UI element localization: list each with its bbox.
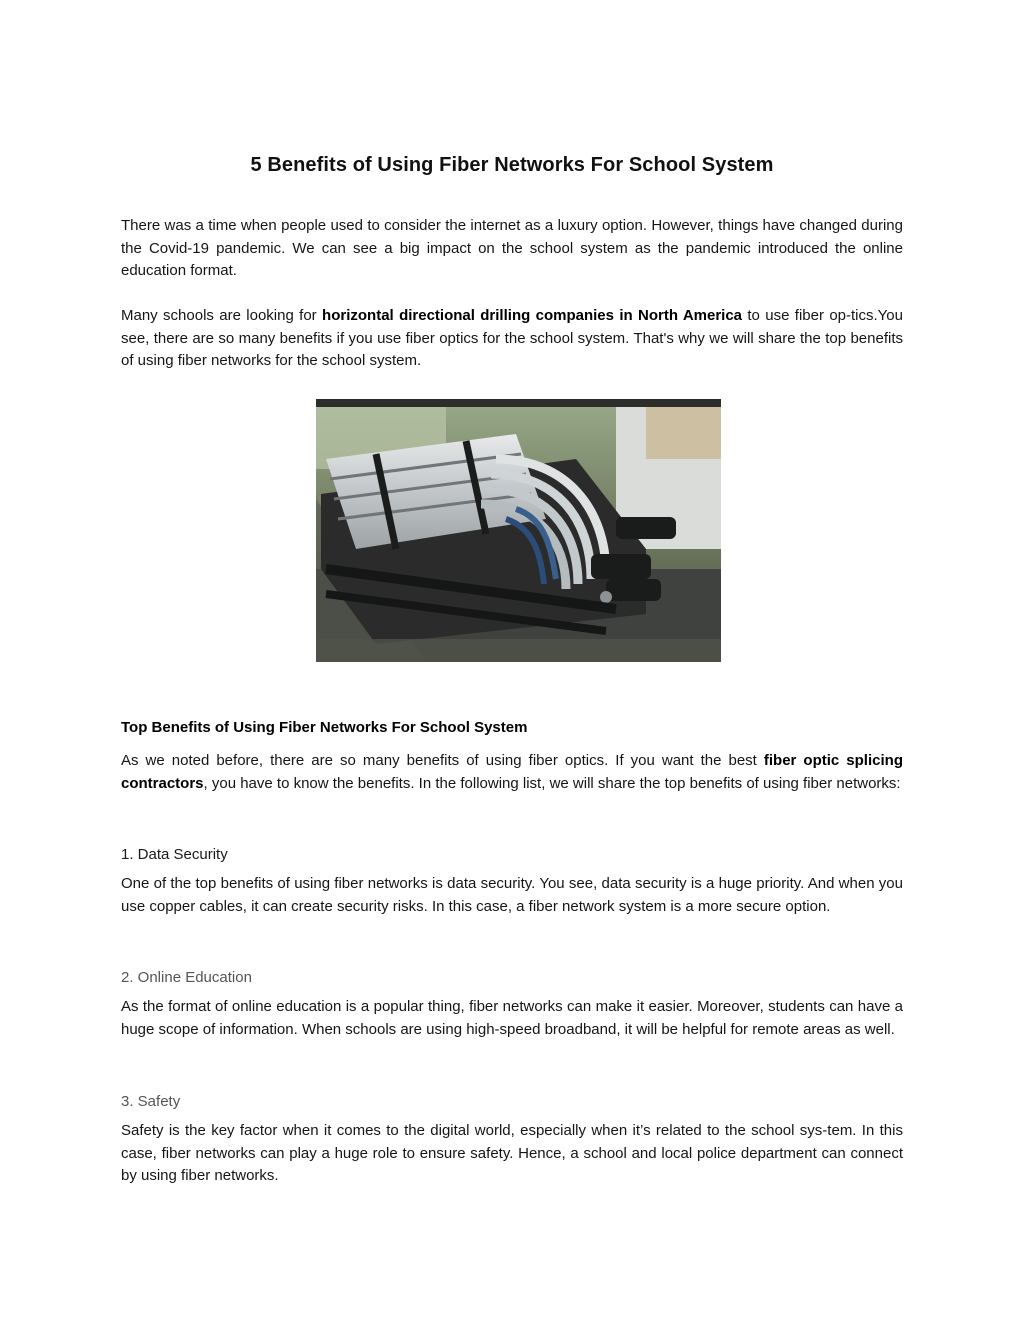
second-paragraph-text-end: to use fiber op-tics.You see, there are so many benefits if you use fiber optics for the school system. That's why we will share the top benefits of using fiber networks for the school system. — [121, 307, 903, 369]
fiber-splicing-contractors-link[interactable]: fiber optic splicing contractors — [121, 752, 903, 792]
section-paragraph — [121, 750, 903, 795]
section-paragraph-text-end: , you have to know the benefits. In the following list, we will share the top benefits of using fiber networks: — [203, 774, 901, 792]
fiber-splice-enclosure-photo — [316, 399, 721, 662]
item-text-online-education: As the format of online education is a popular thing, fiber networks can make it easier. Moreover, students can have a huge scope of information. When schools are using high-speed broadband, it will be helpful for remote areas as well. — [121, 998, 903, 1038]
item-heading-safety: 3. Safety — [121, 1093, 181, 1110]
hdd-companies-link[interactable]: horizontal directional drilling companies in North America — [322, 307, 743, 324]
intro-paragraph: There was a time when people used to consider the internet as a luxury option. However, things have changed during the Covid-19 pandemic. We can see a big impact on the school system as the pandemic introduced the online education format. — [121, 217, 903, 279]
item-text-safety: Safety is the key factor when it comes to the digital world, especially when it’s related to the school sys-tem. In this case, fiber networks can play a huge role to ensure safety. Hence, a school and local police department can connect by using fiber networks. — [121, 1122, 903, 1184]
section-paragraph-text-start: As we noted before, there are so many benefits of using fiber optics. If you want the best — [121, 752, 764, 769]
second-paragraph-text-start: Many schools are looking for — [121, 307, 323, 324]
item-heading-online-education: 2. Online Education — [121, 969, 252, 986]
section-heading: Top Benefits of Using Fiber Networks For School System — [121, 719, 528, 736]
item-heading-data-security: 1. Data Security — [121, 846, 228, 863]
document-title: 5 Benefits of Using Fiber Networks For School System — [250, 154, 774, 176]
second-paragraph — [121, 305, 903, 373]
item-text-data-security: One of the top benefits of using fiber networks is data security. You see, data security is a huge priority. And when you use copper cables, it can create security risks. In this case, a fiber network system is a more secure option. — [121, 875, 903, 915]
